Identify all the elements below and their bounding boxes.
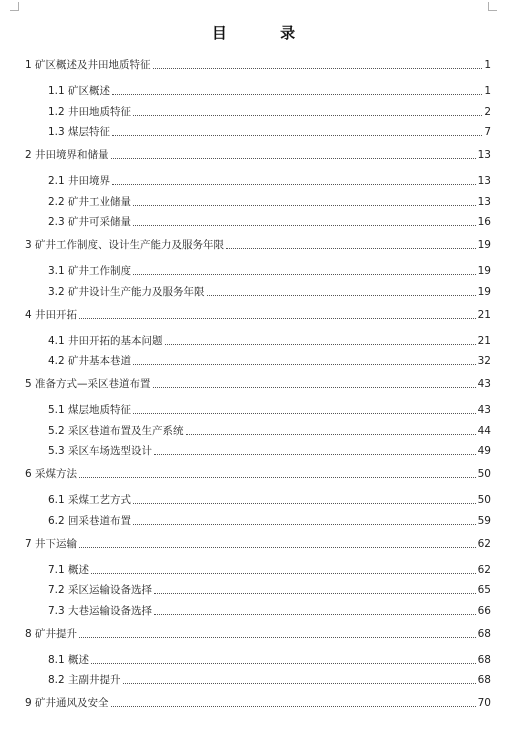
toc-entry-label: 5 准备方式—采区巷道布置 (25, 378, 151, 390)
toc-page-number: 68 (477, 628, 491, 640)
toc-dot-leader (112, 135, 482, 136)
toc-page-number: 13 (477, 175, 491, 187)
toc-chapter-entry[interactable] (25, 58, 491, 72)
toc-page-number: 50 (477, 468, 491, 480)
toc-dot-leader (154, 614, 476, 615)
toc-page-number: 1 (484, 59, 491, 71)
toc-page-number: 2 (484, 106, 491, 118)
toc-dot-leader (79, 477, 476, 478)
toc-dot-leader (133, 274, 476, 275)
toc-page-number: 43 (477, 378, 491, 390)
toc-section-entry[interactable] (48, 195, 491, 209)
toc-entry-label: 3.2 矿井设计生产能力及服务年限 (48, 286, 205, 298)
toc-entry-label: 3 矿井工作制度、设计生产能力及服务年限 (25, 239, 225, 251)
toc-entry-label: 4.1 井田开拓的基本问题 (48, 335, 163, 347)
toc-section-entry[interactable] (48, 354, 491, 368)
toc-page-number: 16 (477, 216, 491, 228)
toc-chapter-entry[interactable] (25, 377, 491, 391)
toc-chapter-entry[interactable] (25, 537, 491, 551)
toc-page-number: 49 (477, 445, 491, 457)
toc-dot-leader (154, 454, 476, 455)
toc-page-number: 19 (477, 265, 491, 277)
toc-page-number: 19 (477, 239, 491, 251)
toc-section-entry[interactable] (48, 264, 491, 278)
toc-section-entry[interactable] (48, 403, 491, 417)
toc-page-number: 62 (477, 564, 491, 576)
toc-chapter-entry[interactable] (25, 238, 491, 252)
toc-chapter-entry[interactable] (25, 308, 491, 322)
toc-dot-leader (112, 94, 482, 95)
toc-dot-leader (133, 115, 482, 116)
page-corner-mark-right (488, 2, 497, 11)
toc-section-entry[interactable] (48, 334, 491, 348)
toc-dot-leader (112, 184, 476, 185)
toc-page-number: 44 (477, 425, 491, 437)
toc-entry-label: 6 采煤方法 (25, 468, 78, 480)
toc-page-number: 62 (477, 538, 491, 550)
toc-page-number: 7 (484, 126, 491, 138)
toc-entry-label: 6.2 回采巷道布置 (48, 515, 132, 527)
toc-entry-label: 2.1 井田境界 (48, 175, 111, 187)
toc-page-number: 19 (477, 286, 491, 298)
toc-entry-label: 2 井田境界和储量 (25, 149, 109, 161)
toc-section-entry[interactable] (48, 125, 491, 139)
toc-section-entry[interactable] (48, 424, 491, 438)
toc-entry-label: 7 井下运输 (25, 538, 78, 550)
toc-entry-label: 4 井田开拓 (25, 309, 78, 321)
toc-page-number: 21 (477, 309, 491, 321)
toc-entry-label: 8.2 主副井提升 (48, 674, 121, 686)
toc-page-number: 13 (477, 196, 491, 208)
toc-entry-label: 7.1 概述 (48, 564, 90, 576)
toc-entry-label: 2.3 矿井可采储量 (48, 216, 132, 228)
page-corner-mark-left (10, 2, 19, 11)
toc-dot-leader (153, 387, 476, 388)
toc-page-number: 43 (477, 404, 491, 416)
toc-dot-leader (111, 706, 476, 707)
toc-page-number: 13 (477, 149, 491, 161)
toc-page-number: 65 (477, 584, 491, 596)
toc-section-entry[interactable] (48, 563, 491, 577)
toc-page-number: 59 (477, 515, 491, 527)
toc-dot-leader (79, 547, 476, 548)
toc-entry-label: 4.2 矿井基本巷道 (48, 355, 132, 367)
toc-section-entry[interactable] (48, 215, 491, 229)
toc-dot-leader (207, 295, 476, 296)
toc-dot-leader (91, 663, 476, 664)
toc-entry-label: 1.3 煤层特征 (48, 126, 111, 138)
toc-section-entry[interactable] (48, 493, 491, 507)
toc-section-entry[interactable] (48, 583, 491, 597)
toc-section-entry[interactable] (48, 444, 491, 458)
toc-dot-leader (133, 413, 476, 414)
toc-dot-leader (186, 434, 476, 435)
toc-section-entry[interactable] (48, 285, 491, 299)
toc-dot-leader (123, 683, 476, 684)
toc-page-number: 1 (484, 85, 491, 97)
toc-chapter-entry[interactable] (25, 627, 491, 641)
toc-chapter-entry[interactable] (25, 467, 491, 481)
toc-section-entry[interactable] (48, 84, 491, 98)
toc-dot-leader (154, 593, 476, 594)
toc-section-entry[interactable] (48, 653, 491, 667)
toc-chapter-entry[interactable] (25, 148, 491, 162)
toc-entry-label: 5.1 煤层地质特征 (48, 404, 132, 416)
toc-dot-leader (111, 158, 476, 159)
toc-page-number: 32 (477, 355, 491, 367)
toc-page-number: 66 (477, 605, 491, 617)
toc-entry-label: 1 矿区概述及井田地质特征 (25, 59, 151, 71)
toc-entry-label: 5.2 采区巷道布置及生产系统 (48, 425, 184, 437)
toc-dot-leader (133, 225, 476, 226)
toc-entry-label: 1.1 矿区概述 (48, 85, 111, 97)
toc-dot-leader (226, 248, 476, 249)
toc-dot-leader (133, 205, 476, 206)
toc-section-entry[interactable] (48, 105, 491, 119)
toc-section-entry[interactable] (48, 174, 491, 188)
toc-entry-label: 1.2 井田地质特征 (48, 106, 132, 118)
toc-page-number: 70 (477, 697, 491, 709)
toc-dot-leader (91, 573, 476, 574)
toc-entry-label: 8.1 概述 (48, 654, 90, 666)
toc-section-entry[interactable] (48, 514, 491, 528)
toc-chapter-entry[interactable] (25, 696, 491, 710)
toc-entry-label: 2.2 矿井工业储量 (48, 196, 132, 208)
toc-dot-leader (133, 524, 476, 525)
toc-entry-label: 7.2 采区运输设备选择 (48, 584, 153, 596)
toc-page-number: 50 (477, 494, 491, 506)
toc-dot-leader (153, 68, 483, 69)
toc-section-entry[interactable] (48, 604, 491, 618)
toc-page-number: 21 (477, 335, 491, 347)
toc-dot-leader (79, 318, 476, 319)
toc-entry-label: 5.3 采区车场选型设计 (48, 445, 153, 457)
toc-page-number: 68 (477, 674, 491, 686)
toc-entry-label: 3.1 矿井工作制度 (48, 265, 132, 277)
toc-entry-label: 6.1 采煤工艺方式 (48, 494, 132, 506)
toc-entry-label: 8 矿井提升 (25, 628, 78, 640)
toc-entry-label: 9 矿井通风及安全 (25, 697, 109, 709)
toc-dot-leader (79, 637, 476, 638)
toc-dot-leader (165, 344, 476, 345)
toc-dot-leader (133, 503, 476, 504)
toc-page-number: 68 (477, 654, 491, 666)
page-title: 目 录 (211, 24, 320, 42)
toc-dot-leader (133, 364, 476, 365)
toc-entry-label: 7.3 大巷运输设备选择 (48, 605, 153, 617)
toc-section-entry[interactable] (48, 673, 491, 687)
